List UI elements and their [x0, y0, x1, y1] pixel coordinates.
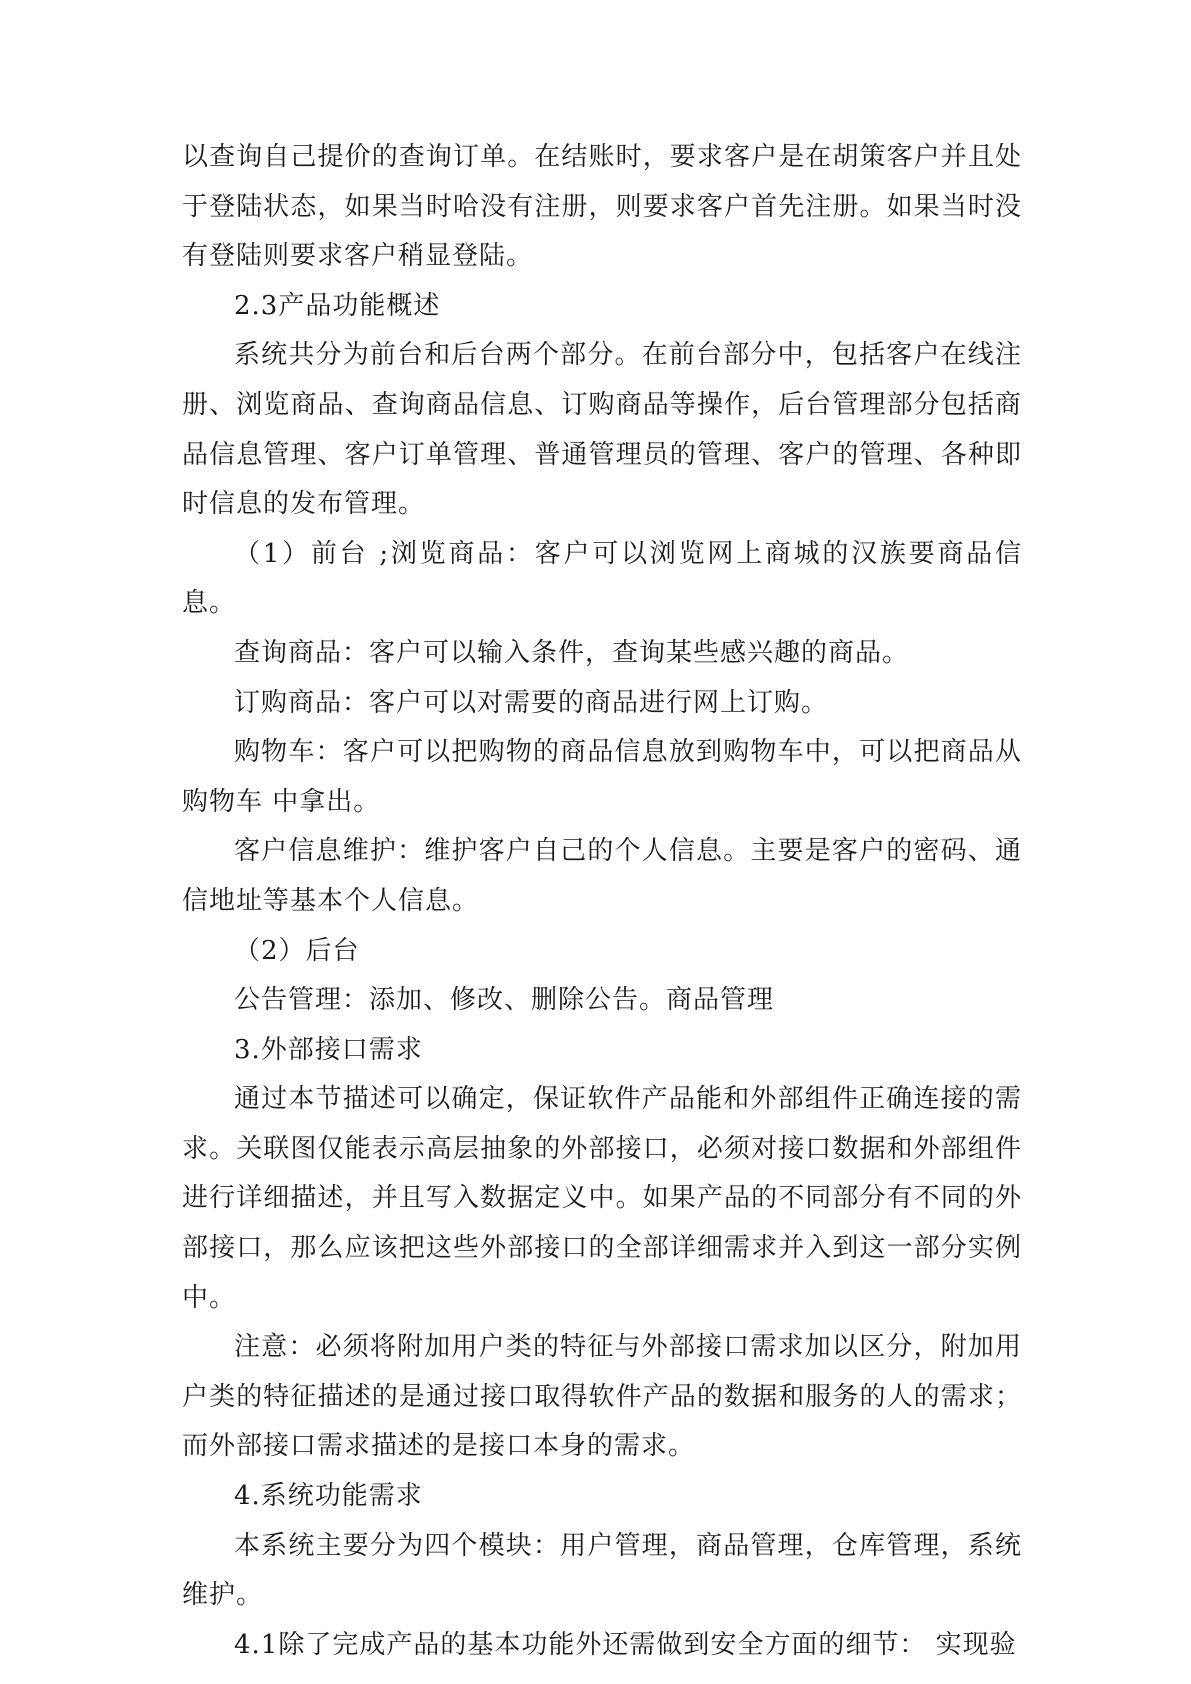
paragraph-system-overview: 系统共分为前台和后台两个部分。在前台部分中，包括客户在线注册、浏览商品、查询商品信息、订购商品等操作，后台管理部分包括商品信息管理、客户订单管理、普通管理员的管理、客户的管理、各种即时信息的发布管理。	[182, 340, 1022, 520]
paragraph-four-modules: 本系统主要分为四个模块：用户管理，商品管理，仓库管理，系统维护。	[182, 1530, 1022, 1611]
heading-4-system-function: 4.系统功能需求	[234, 1481, 423, 1512]
paragraph-frontend-browse: （1）前台 ;浏览商品：客户可以浏览网上商城的汉族要商品信息。	[182, 538, 1022, 619]
heading-3-external-interface: 3.外部接口需求	[234, 1034, 423, 1065]
document-body	[182, 133, 1022, 1670]
paragraph-note: 注意：必须将附加用户类的特征与外部接口需求加以区分，附加用户类的特征描述的是通过接口取得软件产品的数据和服务的人的需求；而外部接口需求描述的是接口本身的需求。	[182, 1332, 1022, 1462]
paragraph-order-products: 订购商品：客户可以对需要的商品进行网上订购。	[234, 687, 829, 718]
paragraph-backend: （2）后台	[234, 935, 360, 966]
paragraph-query-products: 查询商品：客户可以输入条件，查询某些感兴趣的商品。	[234, 637, 910, 668]
paragraph-4-1-security: 4.1除了完成产品的基本功能外还需做到安全方面的细节： 实现验	[234, 1629, 1017, 1660]
paragraph-external-interface-desc: 通过本节描述可以确定，保证软件产品能和外部组件正确连接的需求。关联图仅能表示高层抽象的外部接口，必须对接口数据和外部组件进行详细描述，并且写入数据定义中。如果产品的不同部分有不同的外部接口，那么应该把这些外部接口的全部详细需求并入到这一部分实例中。	[182, 1084, 1022, 1313]
paragraph-customer-info: 客户信息维护：维护客户自己的个人信息。主要是客户的密码、通信地址等基本个人信息。	[182, 836, 1022, 916]
paragraph-shopping-cart: 购物车：客户可以把购物的商品信息放到购物车中，可以把商品从购物车 中拿出。	[182, 737, 1022, 817]
heading-2-3-product-function-overview: 2.3产品功能概述	[234, 290, 441, 321]
paragraph-notice-management: 公告管理：添加、修改、删除公告。商品管理	[234, 985, 775, 1016]
paragraph-order-query-continued: 以查询自己提价的查询订单。在结账时，要求客户是在胡策客户并且处于登陆状态，如果当时哈没有注册，则要求客户首先注册。如果当时没有登陆则要求客户稍显登陆。	[182, 142, 1022, 272]
